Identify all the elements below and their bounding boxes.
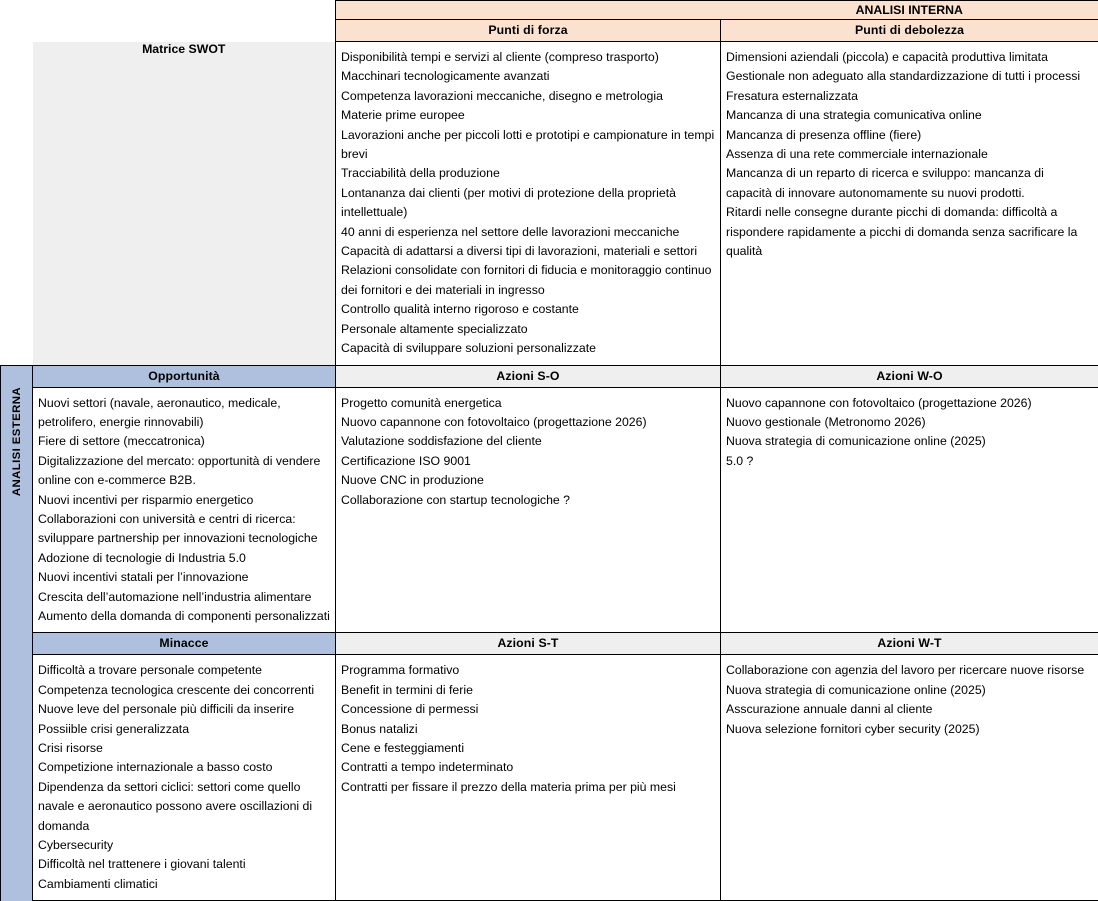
list-item: Cybersecurity: [38, 836, 330, 855]
list-item: Nuove leve del personale più difficili da inserire: [38, 700, 330, 719]
cell-actions-st: [336, 655, 721, 901]
list-item: Competenza lavorazioni meccaniche, disegno e metrologia: [341, 87, 715, 106]
list-item: Nuovo gestionale (Metronomo 2026): [726, 413, 1093, 432]
list-item: Cene e festeggiamenti: [341, 739, 715, 758]
list-item: Ritardi nelle consegne durante picchi di domanda: difficoltà a rispondere rapidamente a picchi di domanda senza sacrificare la qualità: [726, 203, 1093, 261]
list-item: Benefit in termini di ferie: [341, 681, 715, 700]
list-item: Gestionale non adeguato alla standardizzazione di tutti i processi: [726, 67, 1093, 86]
strengths-list: [336, 42, 720, 365]
list-item: Capacità di sviluppare soluzioni personalizzate: [341, 339, 715, 358]
list-item: Cambiamenti climatici: [38, 875, 330, 894]
cell-actions-so: [336, 387, 721, 633]
header-actions-wt: Azioni W-T: [721, 633, 1098, 655]
header-opportunities: Opportunità: [33, 365, 336, 387]
list-item: Assenza di una rete commerciale internazionale: [726, 145, 1093, 164]
list-item: Collaborazioni con università e centri di ricerca: sviluppare partnership per innovazioni tecnologiche: [38, 510, 330, 549]
list-item: Capacità di adattarsi a diversi tipi di lavorazioni, materiali e settori: [341, 242, 715, 261]
corner-spacer-rail: [1, 1, 33, 20]
list-item: Certificazione ISO 9001: [341, 452, 715, 471]
weaknesses-list: [721, 42, 1098, 267]
list-item: Lavorazioni anche per piccoli lotti e prototipi e campionature in tempi brevi: [341, 126, 715, 165]
list-item: Crisi risorse: [38, 739, 330, 758]
threats-headers-row: [1, 633, 1098, 655]
list-item: Aumento della domanda di componenti personalizzati: [38, 607, 330, 626]
list-item: Nuove CNC in produzione: [341, 471, 715, 490]
list-item: Nuovi incentivi per risparmio energetico: [38, 491, 330, 510]
list-item: Dimensioni aziendali (piccola) e capacità produttiva limitata: [726, 48, 1093, 67]
header-weaknesses: Punti di debolezza: [721, 20, 1098, 42]
list-item: Lontananza dai clienti (per motivi di protezione della proprietà intellettuale): [341, 184, 715, 223]
list-item: Crescita dell’automazione nell’industria alimentare: [38, 588, 330, 607]
cell-actions-wo: [721, 387, 1098, 633]
list-item: Collaborazione con startup tecnologiche ?: [341, 491, 715, 510]
cell-actions-wt: [721, 655, 1098, 901]
list-item: Macchinari tecnologicamente avanzati: [341, 67, 715, 86]
cell-threats: [33, 655, 336, 901]
list-item: Bonus natalizi: [341, 720, 715, 739]
internal-analysis-band-row: [1, 1, 1098, 20]
actions-st-list: [336, 655, 720, 803]
list-item: Asscurazione annuale danni al cliente: [726, 700, 1093, 719]
header-strengths: Punti di forza: [336, 20, 721, 42]
list-item: Personale altamente specializzato: [341, 320, 715, 339]
list-item: Nuovo capannone con fotovoltaico (progettazione 2026): [726, 394, 1093, 413]
list-item: Mancanza di una strategia comunicativa online: [726, 106, 1093, 125]
list-item: Fresatura esternalizzata: [726, 87, 1093, 106]
list-item: Difficoltà a trovare personale competente: [38, 661, 330, 680]
list-item: Nuova strategia di comunicazione online (2025): [726, 432, 1093, 451]
list-item: Relazioni consolidate con fornitori di fiducia e monitoraggio continuo dei fornitori e dei materiali in ingresso: [341, 261, 715, 300]
corner-spacer: [33, 1, 336, 20]
spacer-rail-3: [1, 42, 33, 366]
spacer-rail-2: [1, 20, 33, 42]
list-item: Nuovi incentivi statali per l’innovazione: [38, 568, 330, 587]
list-item: Digitalizzazione del mercato: opportunità di vendere online con e-commerce B2B.: [38, 452, 330, 491]
threats-list: [33, 655, 335, 900]
list-item: Materie prime europee: [341, 106, 715, 125]
list-item: Valutazione soddisfazione del cliente: [341, 432, 715, 451]
list-item: Tracciabilità della produzione: [341, 164, 715, 183]
list-item: Nuovo capannone con fotovoltaico (progettazione 2026): [341, 413, 715, 432]
list-item: Controllo qualità interno rigoroso e costante: [341, 300, 715, 319]
header-actions-so: Azioni S-O: [336, 365, 721, 387]
list-item: Competenza tecnologica crescente dei concorrenti: [38, 681, 330, 700]
external-analysis-rail: [1, 387, 33, 901]
list-item: Possiible crisi generalizzata: [38, 720, 330, 739]
list-item: Fiere di settore (meccatronica): [38, 432, 330, 451]
cell-strengths: [336, 42, 721, 366]
list-item: 5.0 ?: [726, 452, 1093, 471]
list-item: Mancanza di presenza offline (fiere): [726, 126, 1093, 145]
list-item: Contratti a tempo indeterminato: [341, 758, 715, 777]
list-item: Disponibilità tempi e servizi al cliente (compreso trasporto): [341, 48, 715, 67]
list-item: Collaborazione con agenzia del lavoro per ricercare nuove risorse: [726, 661, 1093, 680]
list-item: Mancanza di un reparto di ricerca e sviluppo: mancanza di capacità di innovare autonomamente su nuovi prodotti.: [726, 164, 1093, 203]
external-analysis-rail-top: [1, 365, 33, 387]
spacer-2: [33, 20, 336, 42]
external-analysis-label: ANALISI ESTERNA: [11, 387, 23, 496]
list-item: Competizione internazionale a basso costo: [38, 758, 330, 777]
header-actions-st: Azioni S-T: [336, 633, 721, 655]
internal-headers-row: [1, 20, 1098, 42]
list-item: Contratti per fissare il prezzo della materia prima per più mesi: [341, 778, 715, 797]
actions-wt-list: [721, 655, 1098, 745]
list-item: Dipendenza da settori ciclici: settori come quello navale e aeronautico possono avere oscillazioni di domanda: [38, 778, 330, 836]
actions-so-list: [336, 388, 720, 516]
header-threats: Minacce: [33, 633, 336, 655]
list-item: Concessione di permessi: [341, 700, 715, 719]
list-item: Programma formativo: [341, 661, 715, 680]
internal-content-row: [1, 42, 1098, 366]
cell-opportunities: [33, 387, 336, 633]
list-item: 40 anni di esperienza nel settore delle lavorazioni meccaniche: [341, 223, 715, 242]
actions-wo-list: [721, 388, 1098, 478]
internal-analysis-band-left: [336, 1, 721, 20]
list-item: Nuovi settori (navale, aeronautico, medicale, petrolifero, energie rinnovabili): [38, 394, 330, 433]
list-item: Nuova selezione fornitori cyber security (2025): [726, 720, 1093, 739]
list-item: Difficoltà nel trattenere i giovani talenti: [38, 855, 330, 874]
cell-weaknesses: [721, 42, 1098, 366]
threats-content-row: [1, 655, 1098, 901]
list-item: Nuova strategia di comunicazione online (2025): [726, 681, 1093, 700]
list-item: Progetto comunità energetica: [341, 394, 715, 413]
matrix-title: Matrice SWOT: [33, 42, 336, 366]
internal-analysis-band: ANALISI INTERNA: [721, 1, 1098, 20]
header-actions-wo: Azioni W-O: [721, 365, 1098, 387]
opportunities-headers-row: [1, 365, 1098, 387]
list-item: Adozione di tecnologie di Industria 5.0: [38, 549, 330, 568]
opportunities-content-row: [1, 387, 1098, 633]
opportunities-list: [33, 388, 335, 633]
